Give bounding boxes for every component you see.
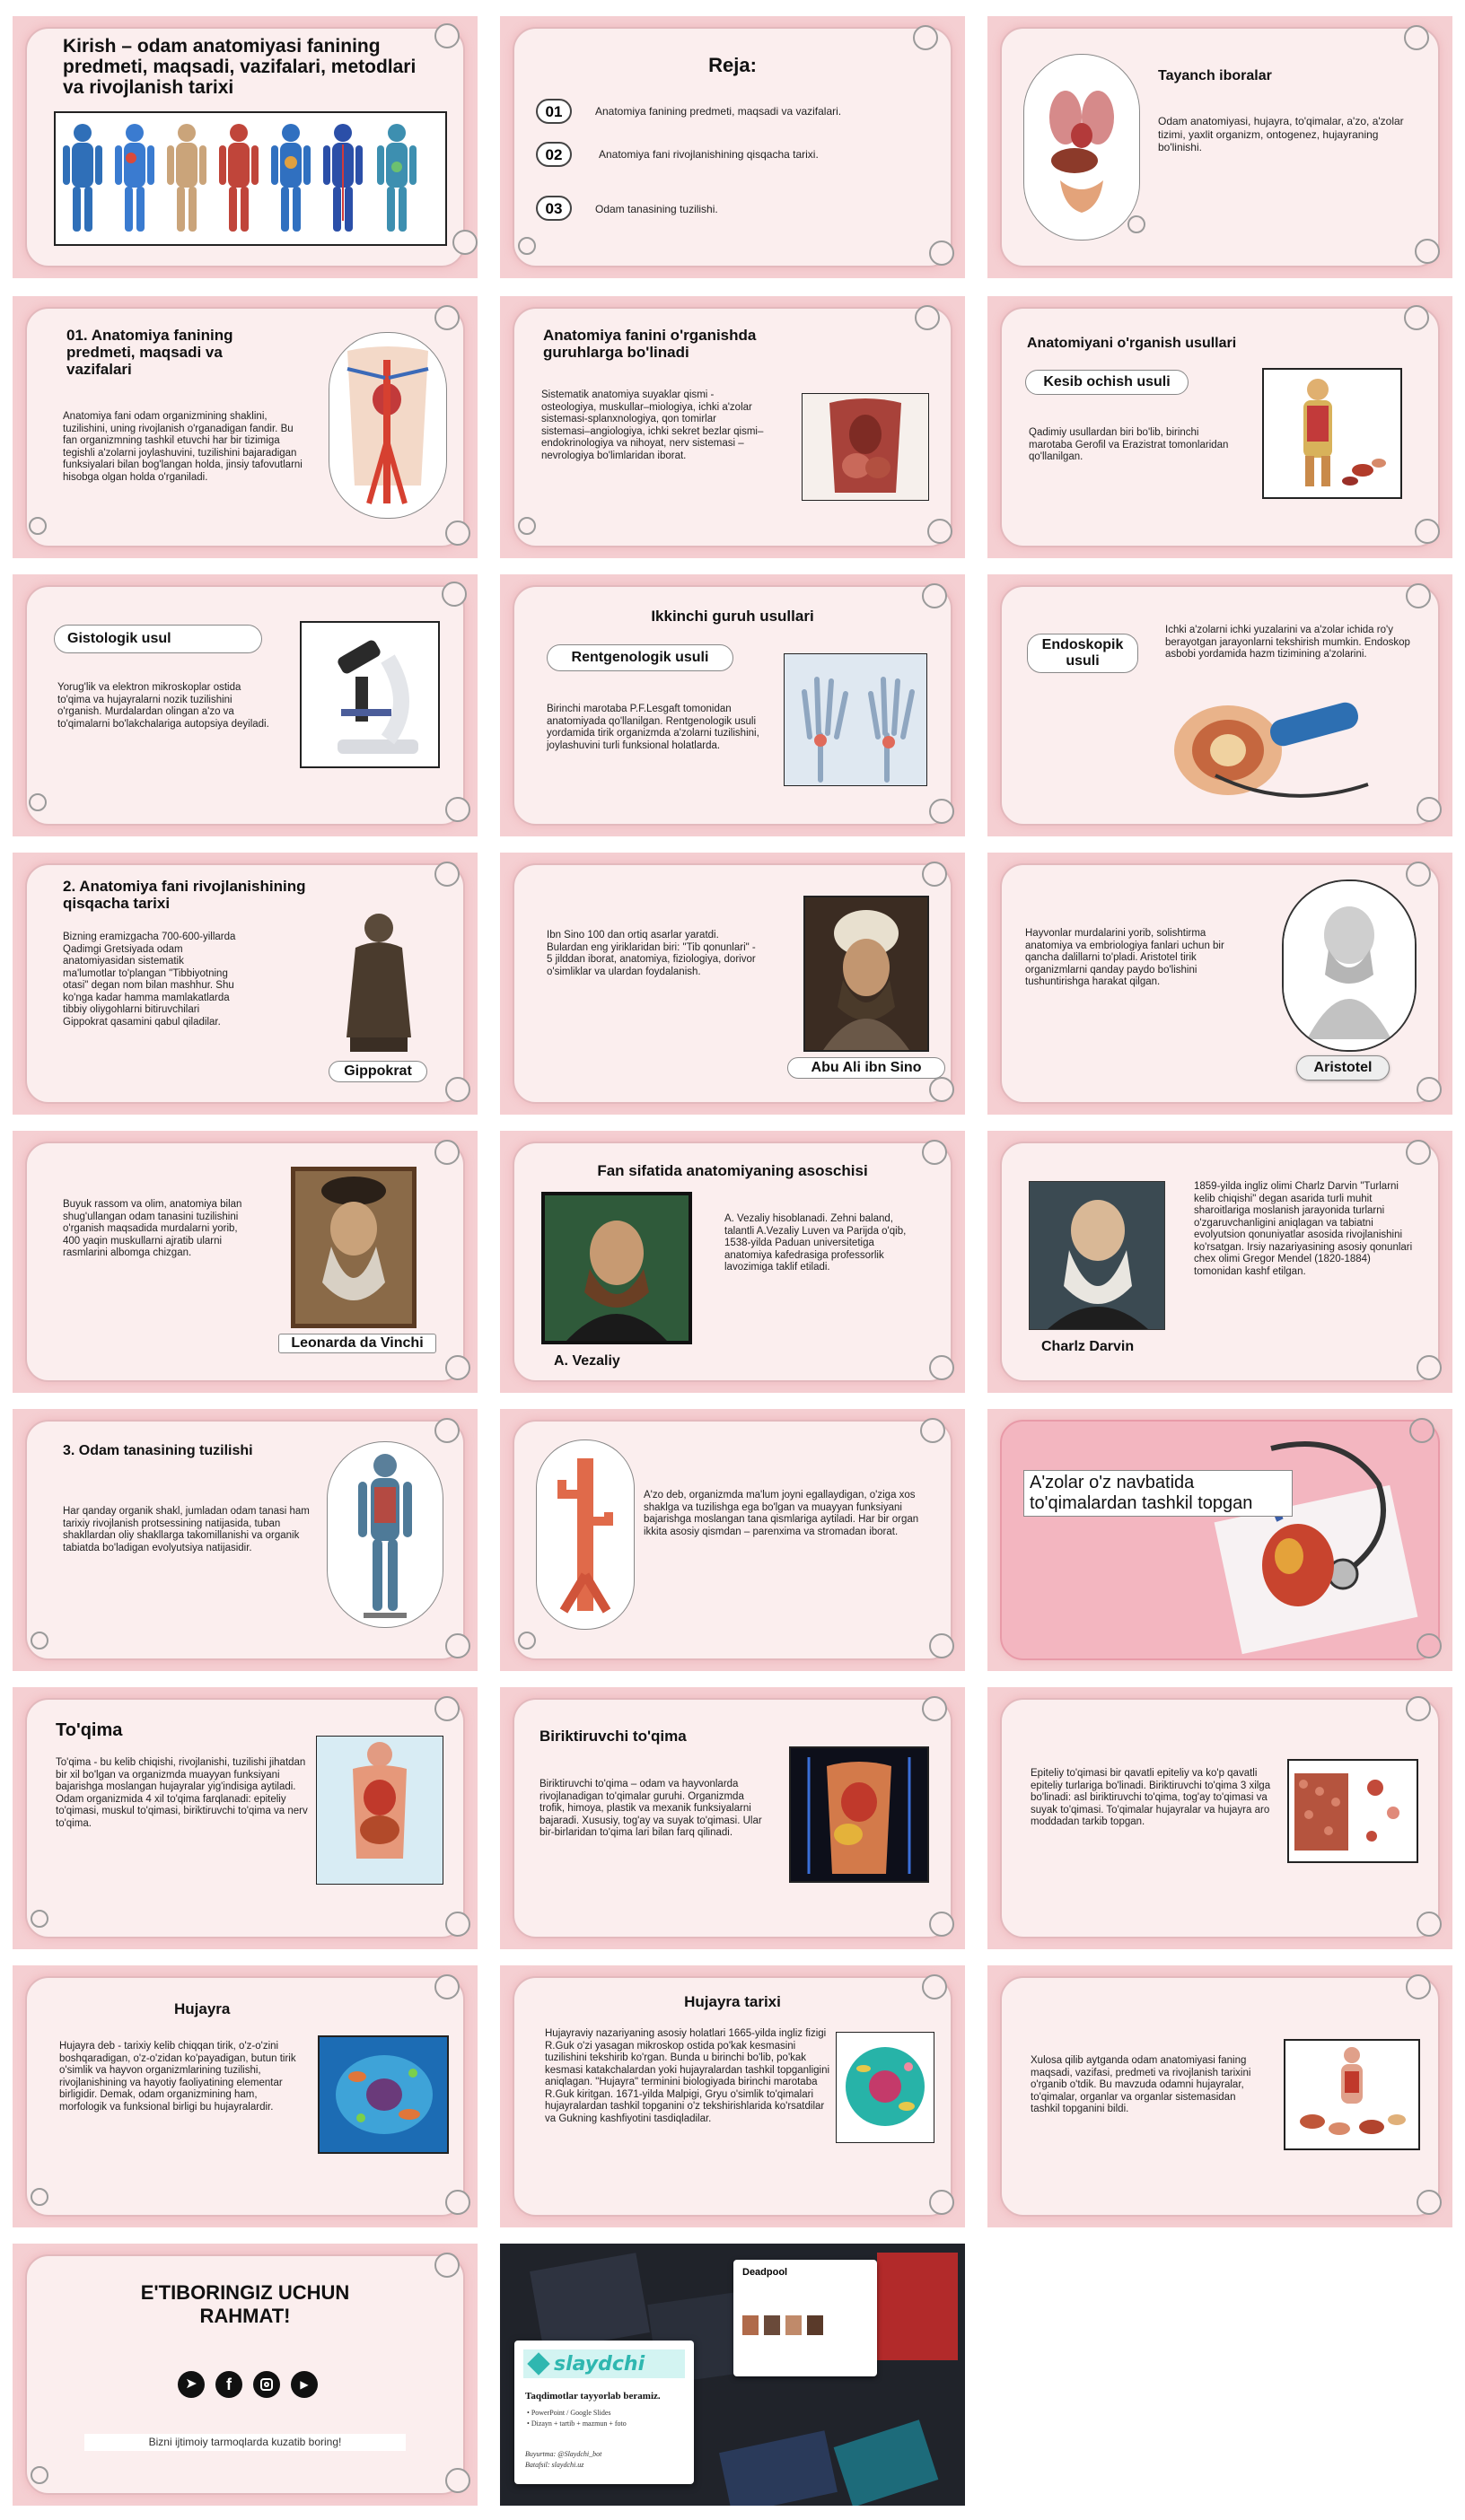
decor-circle	[929, 1355, 954, 1380]
agenda-number-2: 02	[536, 142, 572, 167]
decor-circle	[518, 517, 536, 535]
slide-body: To'qima - bu kelib chiqishi, rivojlanishi, tuzilishi jihatdan bir xil bo'lgan va organizmda muayyan funksiyani bajarishga moslangan hujayralar yig'indisiga aytiladi. Odam organizmida 4 xil to'qima farqlanadi: epiteliy to'qimasi, muskul to'qimasi, biriktiruvchi to'qima va nerv to'qima.	[56, 1757, 308, 1829]
social-icons	[178, 2371, 321, 2398]
decor-circle	[31, 1910, 48, 1928]
slide-23[interactable]	[500, 1965, 965, 2227]
slide-body: Hayvonlar murdalarini yorib, solishtirma anatomiya va embriologiya fanlari uchun bir qancha dalillarni to'pladi. Aristotel tirik organizmlarni qanday paydo bo'lishini tushuntirishga harakat qilgan.	[1025, 928, 1224, 987]
slide-1[interactable]	[13, 16, 478, 278]
hippocrates-statue-image	[327, 903, 431, 1057]
slide-title: E'TIBORINGIZ UCHUN RAHMAT!	[140, 2281, 350, 2327]
decor-circle	[445, 2468, 470, 2493]
slide-body: Hujayraviy nazariyaning asosiy holatlari 1665-yilda ingliz fizigi R.Guk o'zi yasagan mikroskop ostida po'kak kesmasini tuzilishini tekshirib ko'rgan. Bunda u birinchi bo'lib, po'kak kesmasi katakchalardan yoki hujayralardan tashkil topganligini aniqlagan. "Hujayra" terminini biologiyada birinchi marotaba R.Guk kiritgan. 1671-yilda Malpigi, Gryu o'simlik to'qimalari hujayralardan tashkil topganini o'z tekshirishlarida ko'rsatdilar va Gukning kashfiyotini tasdiqladilar.	[545, 2028, 830, 2124]
decor-circle	[1404, 305, 1429, 330]
brand-name: slaydchi	[554, 2352, 645, 2376]
slide-title: 01. Anatomiya fanining predmeti, maqsadi va vazifalari	[66, 327, 233, 378]
slide-title: A'zolar o'z navbatida to'qimalardan tashkil topgan	[1023, 1470, 1293, 1517]
slide-14[interactable]	[500, 1131, 965, 1393]
method-pill: Kesib ochish usuli	[1025, 370, 1189, 395]
decor-circle	[445, 797, 470, 822]
slide-title: Reja:	[708, 54, 757, 76]
decor-circle	[29, 517, 47, 535]
slide-5[interactable]	[500, 296, 965, 558]
decor-circle	[518, 1632, 536, 1649]
slide-body: Birinchi marotaba P.F.Lesgaft tomonidan anatomiyada qo'llanilgan. Rentgenologik usuli yordamida tirik organizmda a'zolarni tuzilishini, joylashuvini turli funksional holatlarda.	[547, 704, 759, 751]
tissue-body-image	[316, 1736, 443, 1885]
slide-title: Kirish – odam anatomiyasi fanining predmeti, maqsadi, vazifalari, metodlari va rivojlanish tarixi	[63, 36, 417, 98]
decor-circle	[1409, 1418, 1434, 1443]
slide-body: Har qanday organik shakl, jumladan odam tanasi ham tarixiy rivojlanish protsessining natijasida, tuban shakllardan oliy shakllarga takomillanishi va organik tabiatda bo'ladigan evolyutsiya natijasidir.	[63, 1506, 310, 1553]
decor-circle	[929, 241, 954, 266]
slide-2[interactable]	[500, 16, 965, 278]
decor-circle	[929, 1912, 954, 1937]
decor-circle	[434, 2253, 460, 2278]
agenda-item-3: Odam tanasining tuzilishi.	[595, 203, 718, 215]
decor-circle	[452, 230, 478, 255]
decor-circle	[1406, 1696, 1431, 1721]
method-pill: Rentgenologik usuli	[547, 644, 733, 671]
slide-6[interactable]	[987, 296, 1452, 558]
decor-circle	[927, 519, 952, 544]
slide-body: Hujayra deb - tarixiy kelib chiqqan tirik, o'z-o'zini boshqaradigan, o'z-o'zidan ko'payadigan, butun tirik o'simlik va hayvon organizmlarining tuzilishi, rivojlanishining va hayotiy faoliyatining elementar birligidir. Demak, odam organizmining ham, morfologik va funksional birligi bu hujayralardir.	[59, 2041, 296, 2113]
decor-circle	[445, 1633, 470, 1658]
promo-bullet: • Dizayn + tartib + mazmun + foto	[527, 2419, 627, 2428]
slide-body: Biriktiruvchi to'qima – odam va hayvonlarda rivojlanadigan to'qimalar guruhi. Organizmda trofik, himoya, plastik va mexanik funksiyalarni bajaradi. Xususiy, tog'ay va suyak to'qimasi. Ular bir-birlaridan to'qima lari bilan farq qilinadi.	[540, 1779, 762, 1838]
portrait-caption: Abu Ali ibn Sino	[787, 1057, 945, 1079]
slide-body: Sistematik anatomiya suyaklar qismi - osteologiya, muskullar–miologiya, ichki a'zolar sistemasi-splanxnologiya, qon tomirlar sistemasi–angiologiya, ichki sekret bezlar qismi–endokrinologiya va nihoyat, nerv sistemasi – nevrologiya bo'limlaridan iborat.	[541, 389, 764, 461]
decor-circle	[913, 25, 938, 50]
xray-hands-image	[784, 653, 927, 786]
decor-circle	[1417, 2190, 1442, 2215]
decor-circle	[922, 1696, 947, 1721]
instagram-icon[interactable]	[253, 2371, 280, 2398]
decor-circle	[1404, 25, 1429, 50]
decor-circle	[915, 305, 940, 330]
slide-body: Qadimiy usullardan biri bo'lib, birinchi marotaba Gerofil va Erazistrat tomonlaridan qo'llanilgan.	[1029, 427, 1229, 462]
darwin-portrait-image	[1029, 1181, 1165, 1330]
decor-circle	[434, 1418, 460, 1443]
slide-body: Ibn Sino 100 dan ortiq asarlar yaratdi. Bulardan eng yiriklaridan biri: "Tib qonunlari" - 5 jilddan iborat, anatomiya, fiziologiya, dorivor o'simliklar va ulardan foydalanish.	[547, 930, 756, 977]
agenda-item-2: Anatomiya fani rivojlanishining qisqacha tarixi.	[599, 148, 819, 161]
connective-tissue-image	[789, 1746, 929, 1883]
decor-circle	[1417, 1355, 1442, 1380]
slide-title: Hujayra	[174, 2000, 231, 2017]
slide-18[interactable]	[987, 1409, 1452, 1671]
facebook-icon[interactable]: f	[215, 2371, 242, 2398]
decor-circle	[1417, 1912, 1442, 1937]
decor-circle	[922, 583, 947, 608]
agenda-number-1: 01	[536, 99, 572, 124]
decor-circle	[1406, 862, 1431, 887]
slide-body: Odam anatomiyasi, hujayra, to'qimalar, a'zo, a'zolar tizimi, yaxlit organizm, ontogenez, hujayraning bo'linishi.	[1158, 115, 1404, 153]
brand-icon	[527, 2352, 549, 2375]
decor-circle	[1406, 1974, 1431, 1999]
decor-circle	[442, 582, 467, 607]
slide-15[interactable]	[987, 1131, 1452, 1393]
decor-circle	[445, 1077, 470, 1102]
decor-circle	[445, 1355, 470, 1380]
slide-title: Hujayra tarixi	[684, 1993, 781, 2010]
portrait-caption: Gippokrat	[329, 1061, 427, 1082]
decor-circle	[1406, 1140, 1431, 1165]
slide-body: Buyuk rassom va olim, anatomiya bilan shug'ullangan odam tanasini tuzilishini o'rganish maqsadida murdalarni yorib, 400 yaqin muskullarni ajratib ularni rasmlarini albomga chizgan.	[63, 1199, 242, 1258]
slide-card	[1000, 1420, 1440, 1660]
promo-site[interactable]: Batafsil: slaydchi.uz	[525, 2461, 584, 2469]
decor-circle	[922, 1974, 947, 1999]
endoscope-image	[1162, 695, 1386, 806]
decor-circle	[922, 862, 947, 887]
cell-model-image	[836, 2032, 934, 2143]
portrait-caption: A. Vezaliy	[554, 1353, 620, 1369]
method-pill: Endoskopik usuli	[1027, 634, 1138, 673]
slide-title: Biriktiruvchi to'qima	[540, 1728, 687, 1745]
microscope-image	[300, 621, 440, 768]
decor-circle	[434, 1140, 460, 1165]
slide-body: Anatomiya fani odam organizmining shaklini, tuzilishini, uning rivojlanish o'rganadigan fandir. Bu fan organizmning tashkil etuvchi har bir tizimiga tegishli a'zolarni joylashuvini, tuzilishini bajaradigan funksiyalari bilan bog'langan holda, jinsiy tafovutlarni hisobga olgan holda o'rganiladi.	[63, 411, 303, 483]
slide-9[interactable]	[987, 574, 1452, 836]
slide-title: Ikkinchi guruh usullari	[651, 608, 814, 625]
organs-image	[1023, 54, 1140, 241]
promo-card	[514, 2341, 694, 2484]
slide-10[interactable]	[13, 853, 478, 1115]
epithelium-image	[1287, 1759, 1418, 1863]
decor-circle	[1415, 239, 1440, 264]
slide-8[interactable]	[500, 574, 965, 836]
slide-body: Xulosa qilib aytganda odam anatomiyasi faning maqsadi, vazifasi, predmeti va rivojlanish tarixini o'rganib o'tdik. Bu mavzuda odamni hujayralar, to'qimalar, organlar va organlar sistemasidan tashkil topganini bildi.	[1031, 2055, 1251, 2114]
ibn-sino-portrait-image	[803, 896, 929, 1052]
decor-circle	[29, 793, 47, 811]
cell-image	[318, 2035, 449, 2154]
organ-vessel-image	[536, 1439, 635, 1630]
slide-title: 3. Odam tanasining tuzilishi	[63, 1443, 253, 1458]
slide-title: Anatomiyani o'rganish usullari	[1027, 336, 1237, 351]
decor-circle	[434, 862, 460, 887]
decor-circle	[434, 1696, 460, 1721]
anatomy-model-image	[1262, 368, 1402, 499]
decor-circle	[929, 2190, 954, 2215]
slide-13[interactable]	[13, 1131, 478, 1393]
decor-circle	[31, 1632, 48, 1649]
slide-title: 2. Anatomiya fani rivojlanishining qisqacha tarixi	[63, 878, 306, 912]
promo-headline: Taqdimotlar tayyorlab beramiz.	[525, 2391, 661, 2402]
decor-circle	[1417, 1633, 1442, 1658]
agenda-number-3: 03	[536, 196, 572, 221]
anatomy-figures-image	[54, 111, 447, 246]
decor-circle	[445, 521, 470, 546]
decor-circle	[1406, 583, 1431, 608]
slide-24[interactable]	[987, 1965, 1452, 2227]
muscles-image	[802, 393, 929, 501]
decor-circle	[445, 1912, 470, 1937]
decor-circle	[434, 23, 460, 48]
decor-circle	[1415, 519, 1440, 544]
slide-7[interactable]	[13, 574, 478, 836]
slide-3[interactable]	[987, 16, 1452, 278]
slide-body: Epiteliy to'qimasi bir qavatli epiteliy va ko'p qavatli epiteliy turlariga bo'linadi. Biriktiruvchi to'qima 3 xilga bo'linadi: asl biriktiruvchi to'qima, tog'ay to'qimasi va suyak to'qimasi. To'qimalar hujayralar va hujayra aro moddadan tarkib topgan.	[1031, 1768, 1271, 1827]
deadpool-card	[733, 2260, 877, 2376]
vesalius-portrait-image	[541, 1192, 692, 1344]
slide-25[interactable]	[13, 2244, 478, 2506]
decor-circle	[929, 1633, 954, 1658]
slide-body: A'zo deb, organizmda ma'lum joyni egallaydigan, o'ziga xos shaklga va tuzilishga ega bo'lgan va muayyan funksiyani bajarishga moslangan tana qismlariga aytiladi. Har bir organ ikkita asosiy qismdan – parenxima va stromadan iborat.	[644, 1490, 919, 1537]
youtube-icon[interactable]: ▶	[291, 2371, 318, 2398]
portrait-caption: Charlz Darvin	[1041, 1339, 1135, 1354]
aristotle-bust-image	[1282, 879, 1417, 1052]
slide-title: Fan sifatida anatomiyaning asoschisi	[597, 1162, 868, 1179]
body-organs-image	[1284, 2039, 1420, 2150]
promo-order[interactable]: Buyurtma: @Slaydchi_bot	[525, 2450, 602, 2458]
method-pill: Gistologik usul	[54, 625, 262, 653]
decor-circle	[31, 2466, 48, 2484]
telegram-icon[interactable]: ➤	[178, 2371, 205, 2398]
slide-17[interactable]	[500, 1409, 965, 1671]
slide-body: 1859-yilda ingliz olimi Charlz Darvin "Turlarni kelib chiqishi" degan asarida turli muhit sharoitlariga moslanish jarayonida turlarni o'zgaruvchanligini aniqlagan va tabiatni evolyutsion qonuniyatlar asosida rivojlanishini ko'rsatgan. Irsiy nazariyasining asosiy qonunlari chex olimi Gregor Mendel (1820-1884) tomonidan kashf etilgan.	[1194, 1181, 1413, 1277]
slide-12[interactable]	[987, 853, 1452, 1115]
slide-title: Tayanch iboralar	[1158, 68, 1272, 83]
leonardo-portrait-image	[291, 1167, 417, 1328]
decor-circle	[922, 1140, 947, 1165]
decor-circle	[434, 305, 460, 330]
slide-body: Bizning eramizgacha 700-600-yillarda Qadimgi Gretsiyada odam anatomiyasidan sistematik ma'lumotlar to'plangan "Tibbiyotning otasi" degan nom bilan mashhur. Shu ko'nga kadar hamma mamlakatlarda tibbiy oliygohlarni bitiruvchilari Gippokrat qasamini qabul qiladilar.	[63, 932, 236, 1028]
decor-circle	[1127, 215, 1145, 233]
agenda-item-1: Anatomiya fanining predmeti, maqsadi va vazifalari.	[595, 105, 842, 118]
slide-16[interactable]	[13, 1409, 478, 1671]
human-body-image	[327, 1441, 443, 1628]
slide-26-ad[interactable]	[500, 2244, 965, 2506]
slide-19[interactable]	[13, 1687, 478, 1949]
decor-circle	[1417, 797, 1442, 822]
portrait-caption: Aristotel	[1296, 1055, 1390, 1081]
decor-circle	[1417, 1077, 1442, 1102]
decor-circle	[31, 2188, 48, 2206]
slide-11[interactable]	[500, 853, 965, 1115]
slide-title: To'qima	[56, 1720, 123, 1740]
promo-bullet: • PowerPoint / Google Slides	[527, 2409, 611, 2417]
portrait-caption: Leonarda da Vinchi	[278, 1334, 436, 1353]
heart-vessels-image	[329, 332, 447, 519]
brand-logo	[523, 2349, 685, 2378]
decor-circle	[445, 2190, 470, 2215]
slide-22[interactable]	[13, 1965, 478, 2227]
decor-circle	[920, 1418, 945, 1443]
card-title: Deadpool	[742, 2267, 788, 2278]
decor-circle	[929, 799, 954, 824]
slide-title: Anatomiya fanini o'rganishda guruhlarga bo'linadi	[543, 327, 757, 361]
decor-circle	[518, 237, 536, 255]
slide-20[interactable]	[500, 1687, 965, 1949]
footer-text: Bizni ijtimoiy tarmoqlarda kuzatib boring!	[84, 2434, 406, 2451]
slide-body: Yorug'lik va elektron mikroskoplar ostida to'qima va hujayralarni nozik tuzilishini o'rganish. Murdalardan olingan a'zo va to'qimalarni bo'lakchalariga autopsiya deyiladi.	[57, 682, 269, 730]
slide-21[interactable]	[987, 1687, 1452, 1949]
slide-4[interactable]	[13, 296, 478, 558]
slide-body: Ichki a'zolarni ichki yuzalarini va a'zolar ichida ro'y berayotgan jarayonlarni tekshirish mumkin. Endoskop asbobi yordamida hazm tizimining a'zolarini.	[1165, 625, 1410, 660]
slide-body: A. Vezaliy hisoblanadi. Zehni baland, talantli A.Vezaliy Luven va Parijda o'qib, 1538-yilda Paduan universitetiga anatomiya kafedrasiga professorlik lavozimiga taklif etiladi.	[724, 1213, 907, 1273]
decor-circle	[929, 1077, 954, 1102]
decor-circle	[434, 1974, 460, 1999]
